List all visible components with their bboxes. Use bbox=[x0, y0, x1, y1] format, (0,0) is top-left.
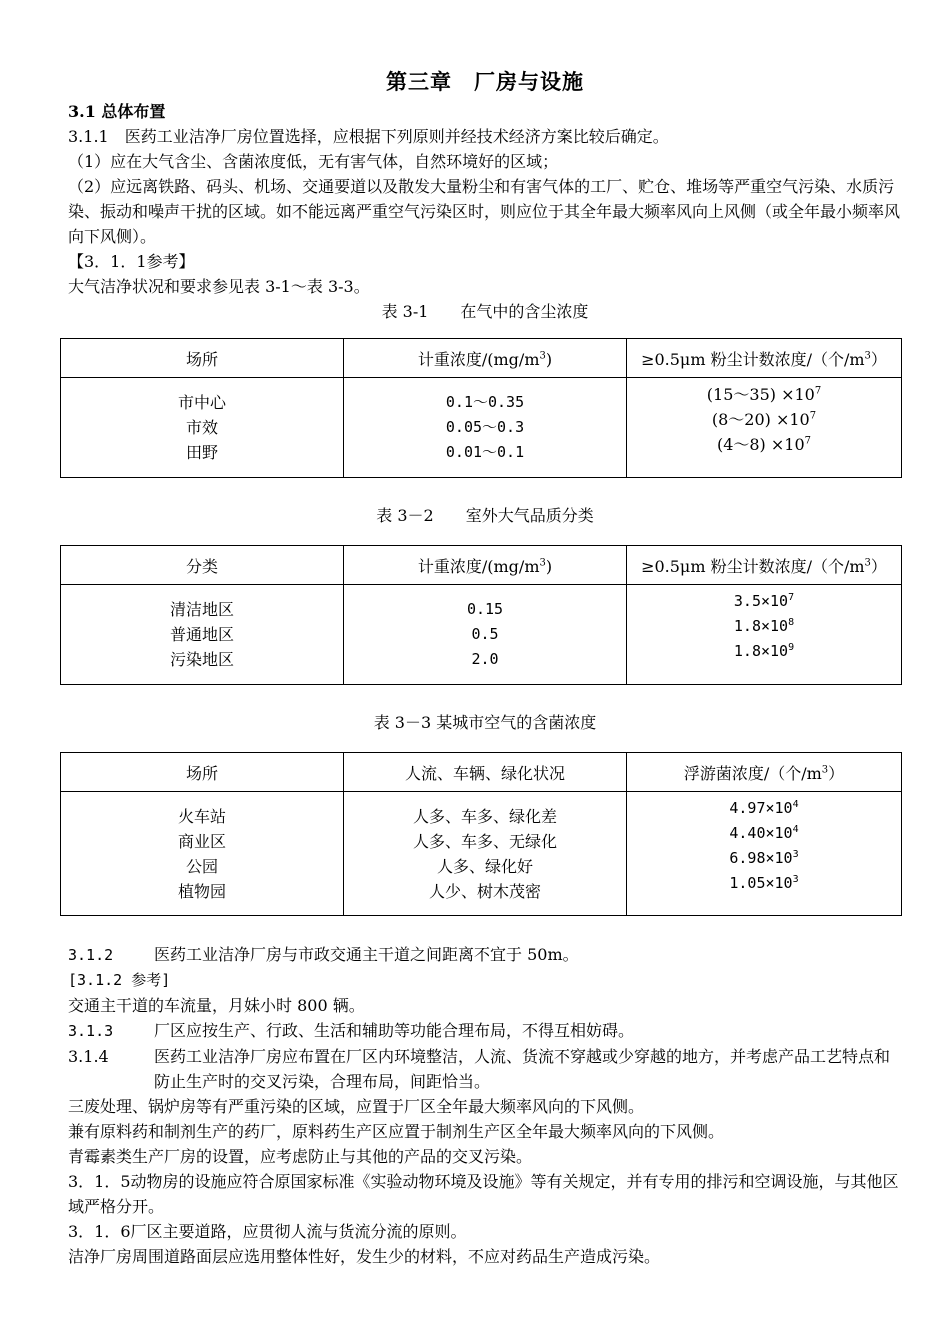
table-cell: 0.1～0.35 0.05～0.3 0.01～0.1 bbox=[344, 378, 627, 478]
table1-caption: 表 3-1 在气中的含尘浓度 bbox=[381, 302, 589, 321]
table-3-2 bbox=[60, 545, 902, 685]
paragraph-waste: 三废处理、锅炉房等有严重污染的区域，应置于厂区全年最大频率风向的下风侧。 bbox=[68, 1097, 645, 1116]
table-cell: 0.15 0.5 2.0 bbox=[344, 585, 627, 685]
table-header-row bbox=[61, 339, 902, 378]
paragraph-item-2: （2）应远离铁路、码头、机场、交通要道以及散发大量粉尘和有害气体的工厂、贮仓、堆场等严重空气污染、水质污染、振动和噪声干扰的区域。如不能远离严重空气污染区时，则应位于其全年最大频率风向上风侧（或全年最小频率风向下风侧）。 bbox=[68, 177, 901, 246]
table-header-cell: 分类 bbox=[61, 546, 344, 585]
paragraph-roads: 洁净厂房周围道路面层应选用整体性好，发生少的材料，不应对药品生产造成污染。 bbox=[68, 1247, 661, 1266]
table-header-row bbox=[61, 753, 902, 792]
reference-3-1-2-text: 交通主干道的车流量，月妹小时 800 辆。 bbox=[68, 996, 365, 1015]
table-header-cell: 人流、车辆、绿化状况 bbox=[344, 753, 627, 792]
reference-text: 大气洁净状况和要求参见表 3-1～表 3-3。 bbox=[68, 277, 370, 296]
table-header-cell: ≥0.5μm 粉尘计数浓度/（个$/m^3$） bbox=[627, 546, 902, 585]
reference-heading: 【3．1．1参考】 bbox=[68, 252, 195, 271]
paragraph-3-1-4: 3.1.4 医药工业洁净厂房应布置在厂区内环境整洁，人流、货流不穿越或少穿越的地方，并考虑产品工艺特点和防止生产时的交叉污染，合理布局，间距恰当。 bbox=[68, 1047, 891, 1091]
paragraph-3-1-3: 3.1.3 厂区应按生产、行政、生活和辅助等功能合理布局，不得互相妨碍。 bbox=[68, 1021, 635, 1040]
reference-3-1-2: [3.1.2 参考] bbox=[68, 971, 171, 989]
paragraph-3-1-6: 3．1．6厂区主要道路，应贯彻人流与货流分流的原则。 bbox=[68, 1222, 467, 1241]
paragraph-penicillin: 青霉素类生产厂房的设置，应考虑防止与其他的产品的交叉污染。 bbox=[68, 1147, 533, 1166]
page-content bbox=[68, 66, 902, 1269]
table-3-1 bbox=[60, 338, 902, 478]
table-row bbox=[61, 792, 902, 916]
table-row bbox=[61, 585, 902, 685]
paragraph-item-1: （1）应在大气含尘、含菌浓度低，无有害气体，自然环境好的区域； bbox=[68, 152, 559, 171]
table-header-cell: 场所 bbox=[61, 339, 344, 378]
paragraph-3-1-2: 3.1.2 医药工业洁净厂房与市政交通主干道之间距离不宜于 50m。 bbox=[68, 945, 579, 964]
chapter-title: 第三章 厂房与设施 bbox=[386, 69, 584, 94]
table2-caption: 表 3－2 室外大气品质分类 bbox=[376, 506, 594, 525]
table3-caption: 表 3－3 某城市空气的含菌浓度 bbox=[373, 713, 597, 732]
table-cell: 市中心 市效 田野 bbox=[61, 378, 344, 478]
paragraph-api: 兼有原料药和制剂生产的药厂，原料药生产区应置于制剂生产区全年最大频率风向的下风侧。 bbox=[68, 1122, 725, 1141]
table-cell: (15～35) $\times 10^7$ (8～20) $\times 10^7$ (4～8) $\times 10^7$ bbox=[627, 378, 902, 478]
table-row bbox=[61, 378, 902, 478]
table-header-cell: ≥0.5μm 粉尘计数浓度/（个$/m^3$） bbox=[627, 339, 902, 378]
paragraph-3-1-1: 3.1.1 医药工业洁净厂房位置选择，应根据下列原则并经技术经济方案比较后确定。 bbox=[68, 127, 669, 146]
table-cell: 人多、车多、绿化差 人多、车多、无绿化 人多、绿化好 人少、树木茂密 bbox=[344, 792, 627, 916]
table-cell: 火车站 商业区 公园 植物园 bbox=[61, 792, 344, 916]
table-header-cell: 计重浓度$/(mg/m^3)$ bbox=[344, 546, 627, 585]
table-cell: $3.5\times 10^7$ $1.8\times 10^8$ $1.8\times 10^9$ bbox=[627, 585, 902, 685]
table-cell: 清洁地区 普通地区 污染地区 bbox=[61, 585, 344, 685]
table-header-cell: 计重浓度$/(mg/m^3)$ bbox=[344, 339, 627, 378]
section-heading: 3.1 总体布置 bbox=[68, 102, 166, 121]
paragraph-3-1-5: 3．1．5动物房的设施应符合原国家标准《实验动物环境及设施》等有关规定，并有专用的排污和空调设施，与其他区域严格分开。 bbox=[68, 1172, 899, 1216]
table-3-3 bbox=[60, 752, 902, 916]
table-header-cell: 浮游菌浓度/（个$/m^3$） bbox=[627, 753, 902, 792]
table-cell: $4.97\times 10^4$ $4.40\times 10^4$ $6.98\times 10^3$ $1.05\times 10^3$ bbox=[627, 792, 902, 916]
table-header-row bbox=[61, 546, 902, 585]
table-header-cell: 场所 bbox=[61, 753, 344, 792]
